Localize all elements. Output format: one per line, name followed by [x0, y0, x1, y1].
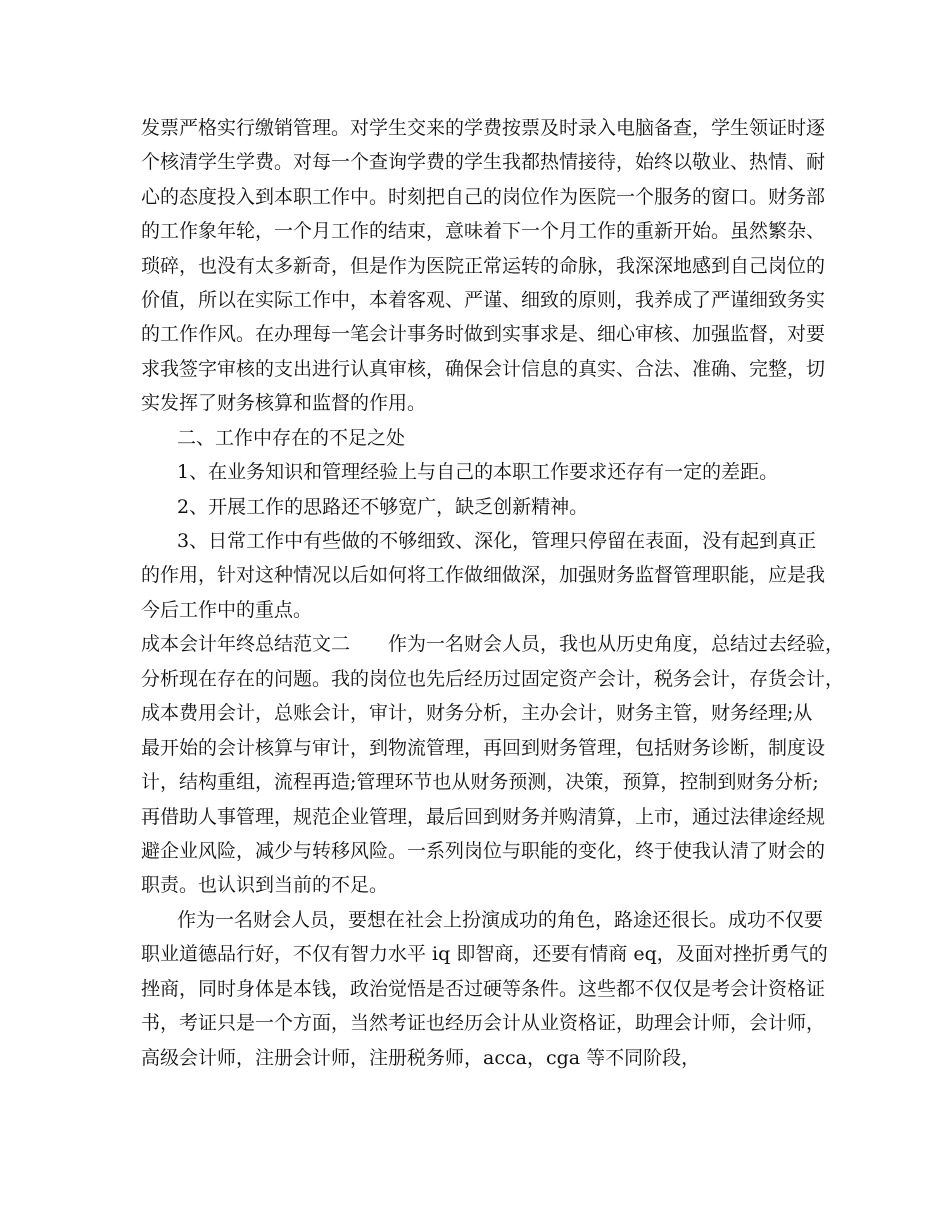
list-item: 1、在业务知识和管理经验上与自己的本职工作要求还存有一定的差距。: [177, 461, 779, 483]
section-heading: 二、工作中存在的不足之处: [177, 427, 406, 449]
text-line: 最开始的会计核算与审计，到物流管理，再回到财务管理，包括财务诊断，制度设: [141, 737, 826, 759]
text-line: 价值，所以在实际工作中，本着客观、严谨、细致的原则，我养成了严谨细致务实: [141, 289, 826, 311]
text-line: 发票严格实行缴销管理。对学生交来的学费按票及时录入电脑备查，学生领证时逐: [141, 117, 826, 139]
text-line: 计，结构重组，流程再造;管理环节也从财务预测，决策，预算，控制到财务分析;: [141, 771, 819, 793]
text-line: 个核清学生学费。对每一个查询学费的学生我都热情接待，始终以敬业、热情、耐: [141, 151, 826, 173]
text-line: 挫商，同时身体是本钱，政治觉悟是否过硬等条件。这些都不仅仅是考会计资格证: [141, 978, 826, 1000]
text-line: 的作用，针对这种情况以后如何将工作做细做深，加强财务监督管理职能，应是我: [141, 564, 826, 586]
text-line: 成本费用会计，总账会计，审计，财务分析，主办会计，财务主管，财务经理;从: [141, 702, 813, 724]
list-item: 3、日常工作中有些做的不够细致、深化，管理只停留在表面，没有起到真正: [177, 530, 817, 552]
list-item: 2、开展工作的思路还不够宽广，缺乏创新精神。: [177, 496, 589, 518]
text-line: 职责。也认识到当前的不足。: [141, 874, 389, 896]
text-line: 心的态度投入到本职工作中。时刻把自己的岗位作为医院一个服务的窗口。财务部: [141, 186, 826, 208]
text-line: 书，考证只是一个方面，当然考证也经历会计从业资格证，助理会计师，会计师，: [141, 1012, 826, 1034]
text-line: 的工作象年轮，一个月工作的结束，意味着下一个月工作的重新开始。虽然繁杂、: [141, 220, 826, 242]
text-line: 避企业风险，减少与转移风险。一系列岗位与职能的变化，终于使我认清了财会的: [141, 840, 826, 862]
text-line: 成本会计年终总结范文二 作为一名财会人员，我也从历史角度，总结过去经验，: [141, 633, 845, 655]
text-line: 求我签字审核的支出进行认真审核，确保会计信息的真实、合法、准确、完整，切: [141, 358, 826, 380]
text-line: 今后工作中的重点。: [141, 599, 313, 621]
text-line: 职业道德品行好，不仅有智力水平 iq 即智商，还要有情商 eq，及面对挫折勇气的: [141, 943, 828, 965]
text-line: 高级会计师，注册会计师，注册税务师，acca，cga 等不同阶段，: [141, 1047, 701, 1069]
text-line: 琐碎，也没有太多新奇，但是作为医院正常运转的命脉，我深深地感到自己岗位的: [141, 255, 826, 277]
text-line: 的工作作风。在办理每一笔会计事务时做到实事求是、细心审核、加强监督，对要: [141, 323, 826, 345]
text-line: 再借助人事管理，规范企业管理，最后回到财务并购清算，上市，通过法律途经规: [141, 806, 826, 828]
text-line: 作为一名财会人员，要想在社会上扮演成功的角色，路途还很长。成功不仅要: [177, 909, 824, 931]
text-line: 实发挥了财务核算和监督的作用。: [141, 392, 427, 414]
text-line: 分析现在存在的问题。我的岗位也先后经历过固定资产会计，税务会计，存货会计，: [141, 668, 845, 690]
